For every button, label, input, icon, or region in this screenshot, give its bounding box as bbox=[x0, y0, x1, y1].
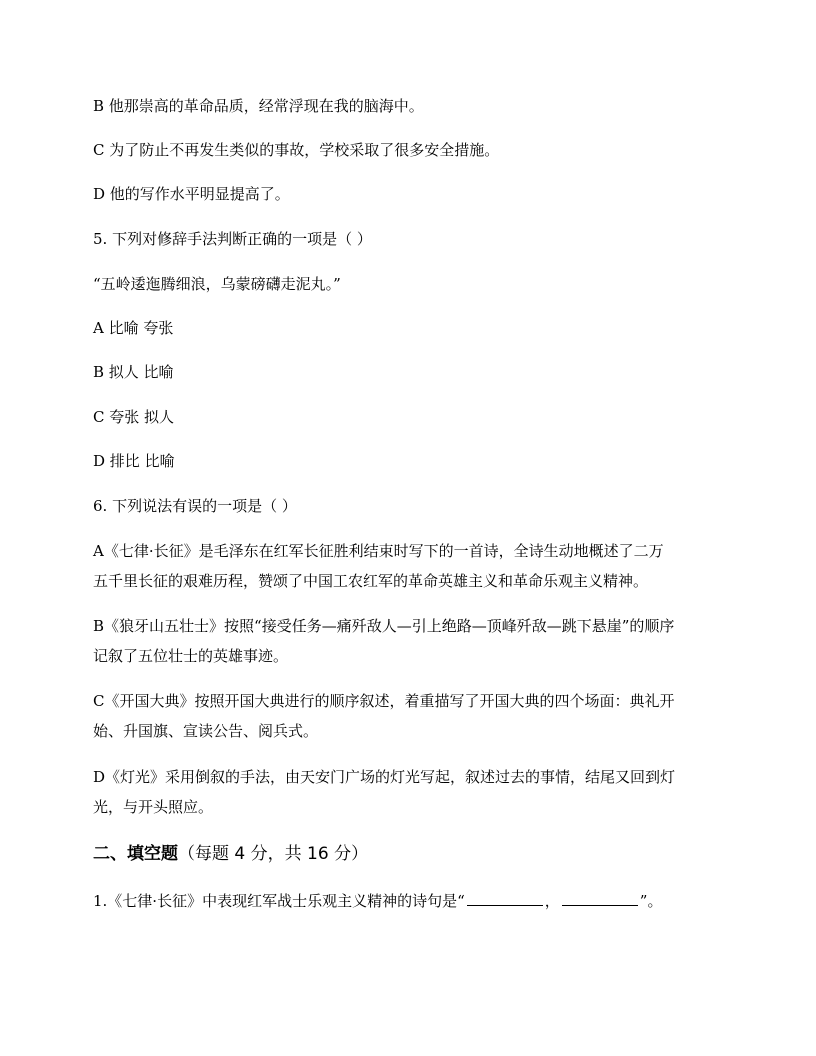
section-heading bbox=[93, 843, 368, 865]
question-5-option-d: D 排比 比喻 bbox=[93, 452, 175, 470]
question-6-option-c-line-2: 始、升国旗、宣读公告、阅兵式。 bbox=[93, 722, 319, 740]
question-6-text: 6. 下列说法有误的一项是（ ） bbox=[93, 497, 297, 515]
answer-blank-1[interactable] bbox=[467, 891, 543, 906]
fill-question-1 bbox=[93, 891, 662, 911]
fill-question-prefix: 1.《七律·长征》中表现红军战士乐观主义精神的诗句是“ bbox=[93, 892, 465, 910]
question-6-option-d-line-2: 光，与开头照应。 bbox=[93, 798, 214, 816]
question-6-option-a-line-2: 五千里长征的艰难历程，赞颂了中国工农红军的革命英雄主义和革命乐观主义精神。 bbox=[93, 572, 649, 590]
question-6-option-d-line-1: D《灯光》采用倒叙的手法，由天安门广场的灯光写起，叙述过去的事情，结尾又回到灯 bbox=[93, 768, 676, 786]
question-6-option-b-line-1: B《狼牙山五壮士》按照“接受任务—痛歼敌人—引上绝路—顶峰歼敌—跳下悬崖”的顺序 bbox=[93, 617, 675, 635]
fill-question-suffix: ”。 bbox=[639, 892, 663, 910]
question-5-option-c: C 夸张 拟人 bbox=[93, 408, 175, 426]
fill-question-separator: ， bbox=[544, 892, 560, 910]
question-5-option-b: B 拟人 比喻 bbox=[93, 363, 174, 381]
question-5-quote: “五岭逶迤腾细浪，乌蒙磅礴走泥丸。” bbox=[93, 275, 341, 293]
question-6-option-b-line-2: 记叙了五位壮士的英雄事迹。 bbox=[93, 647, 289, 665]
question-5-text: 5. 下列对修辞手法判断正确的一项是（ ） bbox=[93, 230, 372, 248]
question-6-option-a-line-1: A《七律·长征》是毛泽东在红军长征胜利结束时写下的一首诗，全诗生动地概述了二万 bbox=[93, 542, 664, 560]
section-title: 二、填空题 bbox=[93, 844, 178, 864]
question-6-option-c-line-1: C《开国大典》按照开国大典进行的顺序叙述，着重描写了开国大典的四个场面：典礼开 bbox=[93, 692, 675, 710]
option-b-line: B 他那崇高的革命品质，经常浮现在我的脑海中。 bbox=[93, 97, 424, 115]
section-note: （每题 4 分，共 16 分） bbox=[178, 844, 369, 864]
answer-blank-2[interactable] bbox=[562, 891, 638, 906]
option-c-line: C 为了防止不再发生类似的事故，学校采取了很多安全措施。 bbox=[93, 141, 500, 159]
option-d-line: D 他的写作水平明显提高了。 bbox=[93, 185, 290, 203]
question-5-option-a: A 比喻 夸张 bbox=[93, 319, 174, 337]
